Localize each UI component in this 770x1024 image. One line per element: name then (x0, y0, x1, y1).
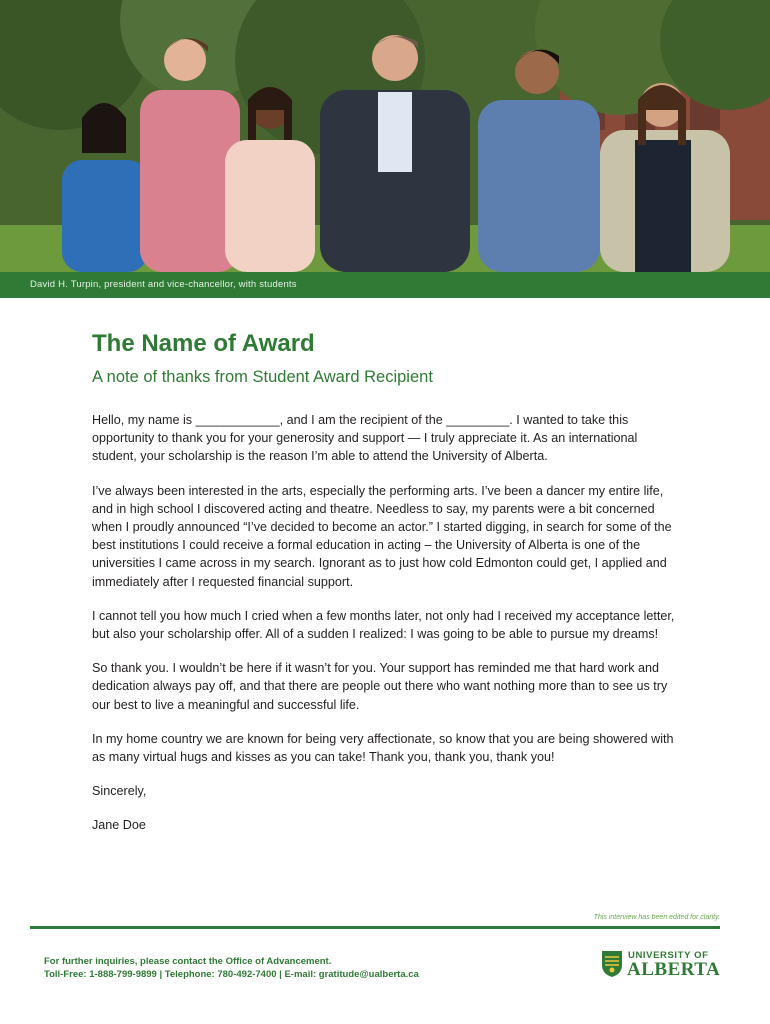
edit-note: This interview has been edited for clarity. (593, 914, 720, 921)
letter-subtitle: A note of thanks from Student Award Recipient (92, 368, 433, 386)
letter-body (92, 411, 682, 851)
contact-line: Toll-Free: 1-888-799-9899 | Telephone: 780-492-7400 | E-mail: gratitude@ualberta.ca (44, 969, 419, 980)
letter-paragraph: I cannot tell you how much I cried when a few months later, not only had I received my acceptance letter, but also your scholarship offer. All of a sudden I realized: I was going to be able to pursue my dreams! (92, 608, 675, 642)
hero-photo-illustration (0, 0, 770, 272)
letter-paragraph: In my home country we are known for being very affectionate, so know that you are being showered with as many virtual hugs and kisses as you can take! Thank you, thank you, thank you! (92, 731, 674, 765)
photo-caption: David H. Turpin, president and vice-chancellor, with students (30, 279, 297, 290)
letter-paragraph: Hello, my name is ____________, and I am the recipient of the _________. I wanted to take this opportunity to thank you for your generosity and support — I truly appreciate it. As an international student, your scholarship is the reason I’m able to attend the University of Alberta. (92, 413, 638, 464)
hero-photo (0, 0, 770, 272)
logo-text-alberta: ALBERTA (627, 959, 721, 980)
photo-caption-bar (0, 272, 770, 298)
crest-icon (600, 949, 624, 979)
letter-signature: Jane Doe (92, 818, 146, 833)
contact-line: For further inquiries, please contact the Office of Advancement. (44, 956, 332, 967)
award-title: The Name of Award (92, 330, 315, 357)
logo-text-university-of: UNIVERSITY OF (628, 950, 709, 961)
university-logo (600, 949, 724, 981)
letter-paragraph: So thank you. I wouldn’t be here if it wasn’t for you. Your support has reminded me that hard work and dedication always pay off, and that there are people out there who want nothing more than to see us try our best to live a meaningful and successful life. (92, 661, 668, 712)
letter-paragraph: I’ve always been interested in the arts, especially the performing arts. I’ve been a dancer my entire life, and in high school I discovered acting and theatre. Needless to say, my parents were a bit concerned when I proudly announced “I’ve decided to become an actor.” I started digging, in search for some of the best institutions I could receive a formal education in acting – the University of Alberta is one of the universities I came across in my search. Ignorant as to just how cold Edmonton could get, I applied and immediately after I requested financial support. (92, 483, 672, 589)
letter-closing: Sincerely, (92, 784, 147, 799)
footer-divider (30, 926, 720, 929)
contact-info (44, 955, 419, 981)
